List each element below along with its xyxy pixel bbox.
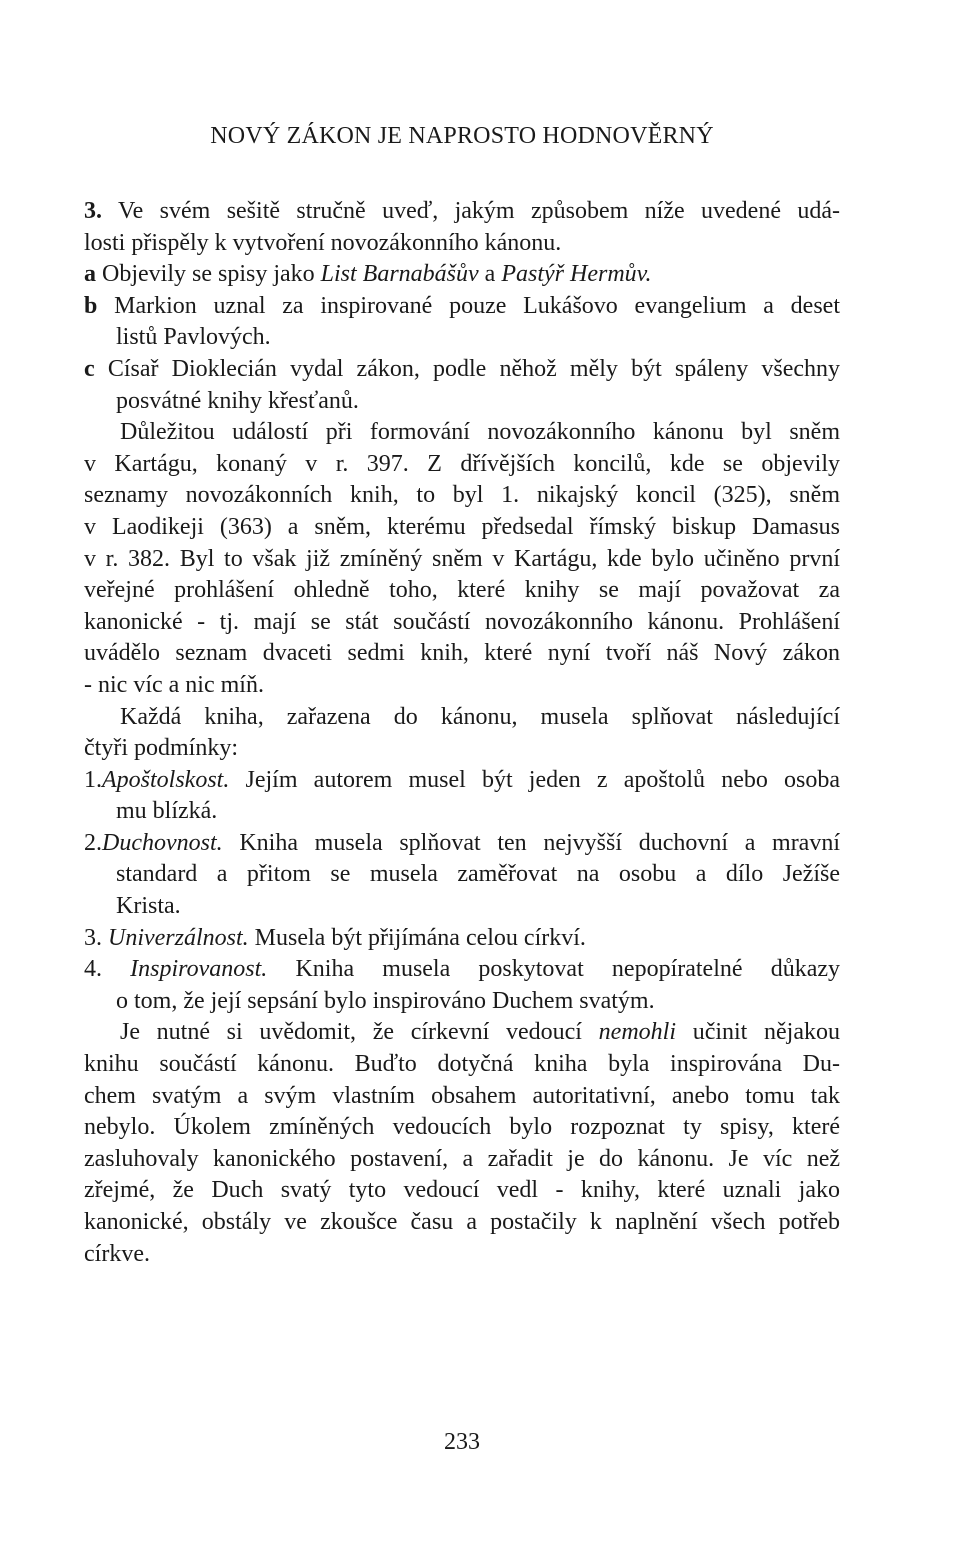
condition-4-cont: o tom, že její sepsání bylo inspirováno Duchem svatým. bbox=[116, 987, 655, 1014]
paragraph-line: kanonické - tj. mají se stát součástí novozákonního kánonu. Prohlášení bbox=[84, 608, 840, 635]
exercise-item-b: b Markion uznal za inspirované pouze Lukášovo evangelium a deset bbox=[84, 292, 840, 319]
condition-3: 3. Univerzálnost. Musela být přijímána celou církví. bbox=[84, 924, 586, 951]
paragraph-line: Důležitou událostí při formování novozákonního kánonu byl sněm bbox=[120, 419, 840, 446]
paragraph-line: zasluhovaly kanonického postavení, a zařadit je do kánonu. Je víc než bbox=[84, 1145, 840, 1172]
paragraph-line: - nic víc a nic míň. bbox=[84, 671, 264, 698]
condition-4: 4. Inspirovanost. Kniha musela poskytovat nepopíratelné důkazy bbox=[84, 956, 841, 983]
exercise-line: 3. Ve svém sešitě stručně uveď, jakým způsobem níže uvedené udá- bbox=[84, 198, 840, 224]
paragraph-line: v r. 382. Byl to však již zmíněný sněm v Kartágu, kde bylo učiněno první bbox=[84, 545, 840, 572]
exercise-item-c: c Císař Dioklecián vydal zákon, podle něhož měly být spáleny všechny bbox=[84, 355, 840, 382]
exercise-item-c-cont: posvátné knihy křesťanů. bbox=[116, 387, 359, 414]
paragraph-line: kanonické, obstály ve zkoušce času a postačily k naplnění všech potřeb bbox=[84, 1209, 840, 1235]
condition-term: Duchovnost. bbox=[102, 829, 223, 856]
paragraph-line: zřejmé, že Duch svatý tyto vedoucí vedl - knihy, které uznali jako bbox=[84, 1177, 840, 1204]
exercise-item-b-cont: listů Pavlových. bbox=[116, 324, 271, 351]
paragraph-line: uvádělo seznam dvaceti sedmi knih, které nyní tvoří náš Nový zákon bbox=[84, 640, 840, 667]
paragraph-line: chem svatým a svým vlastním obsahem autoritativní, anebo tomu tak bbox=[84, 1082, 840, 1109]
condition-term: Univerzálnost. bbox=[108, 924, 249, 951]
paragraph-line: knihu součástí kánonu. Buďto dotyčná kniha byla inspirována Du- bbox=[84, 1051, 840, 1078]
exercise-line: losti přispěly k vytvoření novozákonního kánonu. bbox=[84, 229, 562, 256]
paragraph-line: v Kartágu, konaný v r. 397. Z dřívějších koncilů, kde se objevily bbox=[84, 450, 840, 477]
condition-1-cont: mu blízká. bbox=[116, 798, 218, 825]
book-page bbox=[84, 0, 840, 1565]
condition-2-cont: Krista. bbox=[116, 893, 181, 920]
exercise-number: 3. bbox=[84, 198, 102, 224]
paragraph-line: v Laodikeji (363) a sněm, kterému předsedal římský biskup Damasus bbox=[84, 513, 840, 540]
running-head: NOVÝ ZÁKON JE NAPROSTO HODNOVĚRNÝ bbox=[210, 123, 714, 149]
page-body bbox=[84, 196, 840, 1270]
condition-2: 2.Duchovnost. Kniha musela splňovat ten nejvyšší duchovní a mravní bbox=[84, 829, 841, 856]
condition-1: 1.Apoštolskost. Jejím autorem musel být jeden z apoštolů nebo osoba bbox=[84, 766, 841, 793]
page-number: 233 bbox=[444, 1429, 480, 1455]
exercise-item-a: a Objevily se spisy jako List Barnabášův a Pastýř Hermův. bbox=[84, 261, 652, 288]
paragraph-line: církve. bbox=[84, 1240, 150, 1267]
paragraph-line: čtyři podmínky: bbox=[84, 735, 238, 762]
condition-2-cont: standard a přitom se musela zaměřovat na osobu a dílo Ježíše bbox=[116, 861, 840, 888]
paragraph-line: seznamy novozákonních knih, to byl 1. nikajský koncil (325), sněm bbox=[84, 482, 840, 509]
paragraph-line: Je nutné si uvědomit, že církevní vedoucí nemohli učinit nějakou bbox=[120, 1019, 840, 1046]
paragraph-line: veřejné prohlášení ohledně toho, které knihy se mají považovat za bbox=[84, 577, 840, 604]
condition-term: Apoštolskost. bbox=[102, 766, 230, 793]
condition-term: Inspirovanost. bbox=[130, 956, 268, 983]
paragraph-line: Každá kniha, zařazena do kánonu, musela splňovat následující bbox=[120, 703, 840, 730]
paragraph-line: nebylo. Úkolem zmíněných vedoucích bylo rozpoznat ty spisy, které bbox=[84, 1114, 840, 1141]
